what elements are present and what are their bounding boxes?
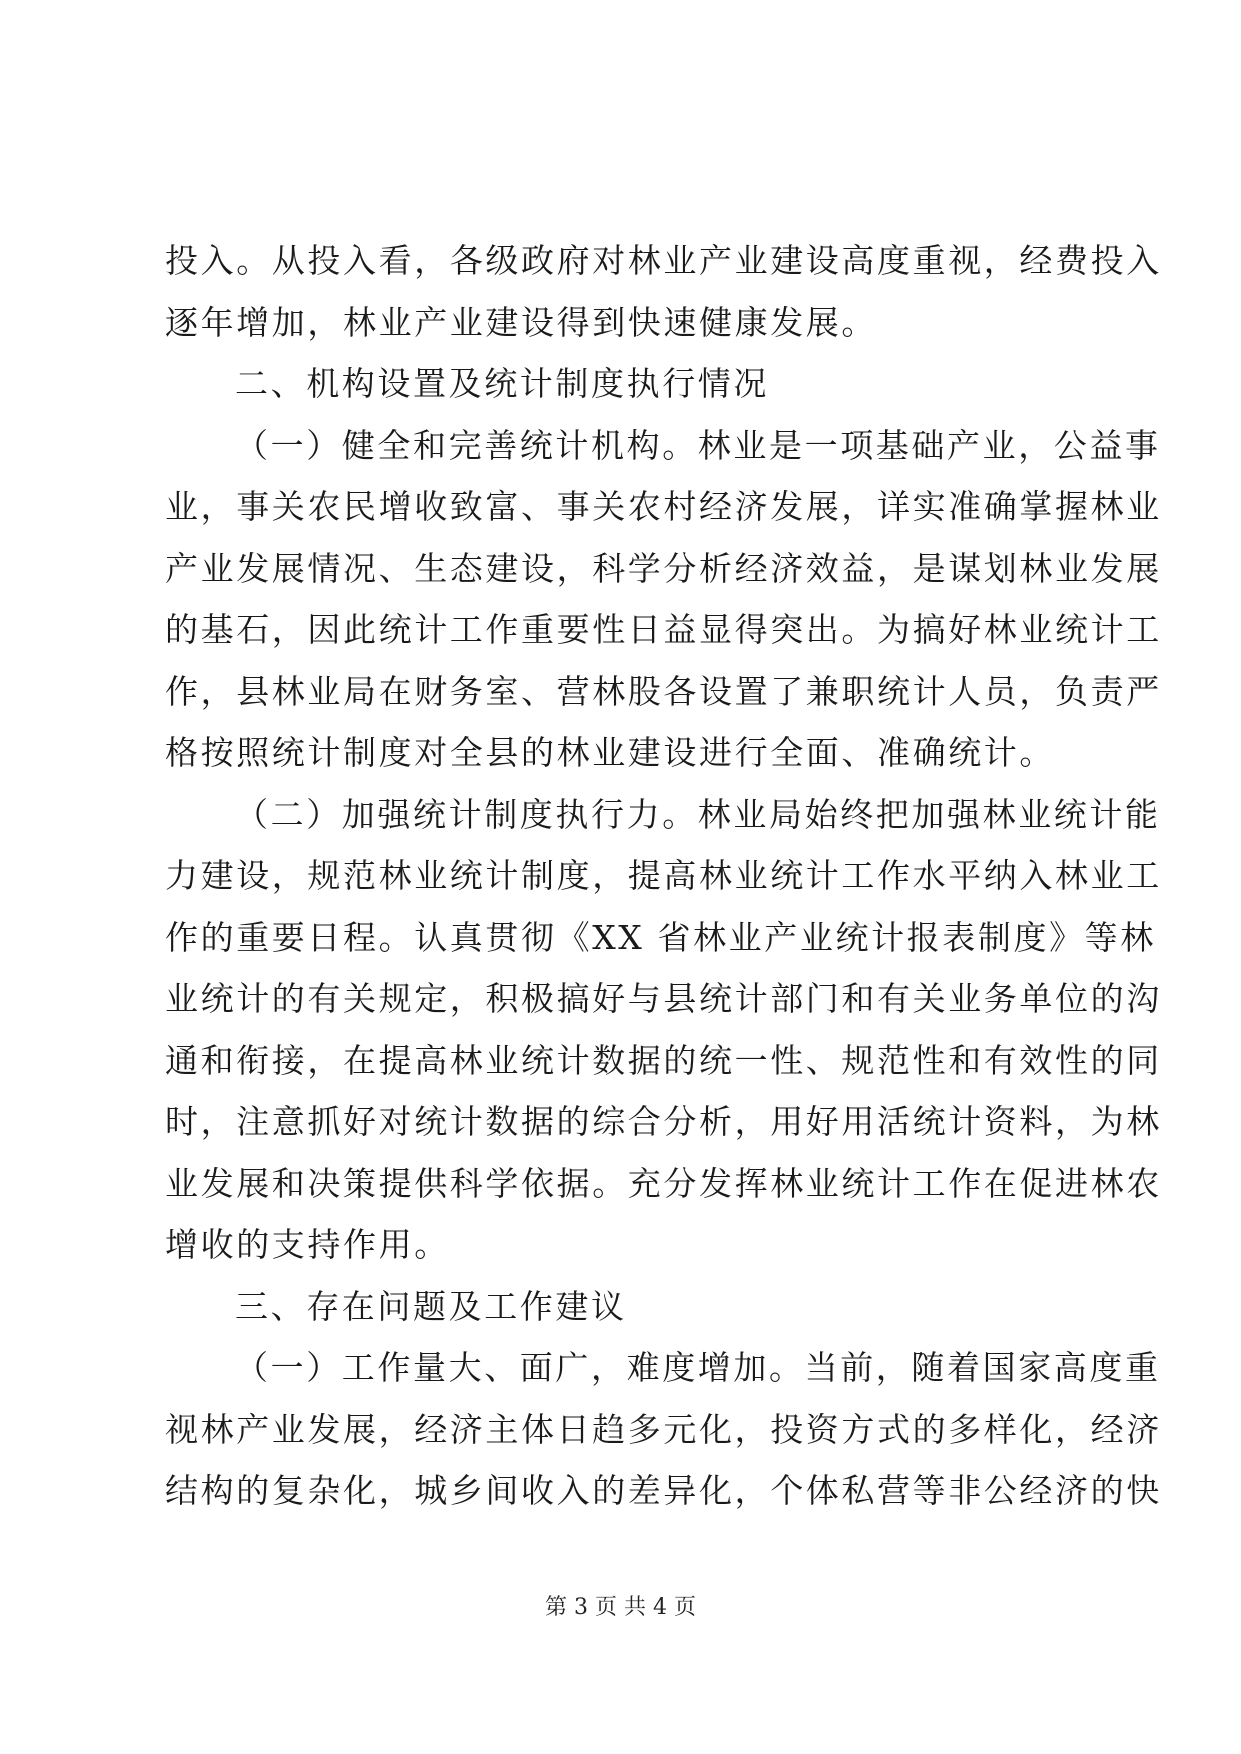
text-line: 力建设，规范林业统计制度，提高林业统计工作水平纳入林业工 bbox=[165, 856, 1162, 895]
text-line: 时，注意抓好对统计数据的综合分析，用好用活统计资料，为林 bbox=[165, 1102, 1162, 1141]
page-number-footer: 第 3 页 共 4 页 bbox=[545, 1595, 696, 1620]
text-line: 的基石，因此统计工作重要性日益显得突出。为搞好林业统计工 bbox=[165, 610, 1162, 649]
text-line: 视林产业发展，经济主体日趋多元化，投资方式的多样化，经济 bbox=[165, 1409, 1162, 1449]
text-line: 格按照统计制度对全县的林业建设进行全面、准确统计。 bbox=[165, 733, 1055, 772]
text-line: 投入。从投入看，各级政府对林业产业建设高度重视，经费投入 bbox=[165, 241, 1162, 280]
text-line: 产业发展情况、生态建设，科学分析经济效益，是谋划林业发展 bbox=[165, 548, 1162, 588]
document-body bbox=[165, 230, 1162, 1522]
text-line: （二）加强统计制度执行力。林业局始终把加强林业统计能 bbox=[235, 794, 1161, 834]
text-line: 作的重要日程。认真贯彻《XX 省林业产业统计报表制度》等林 bbox=[165, 917, 1156, 957]
text-line: 作，县林业局在财务室、营林股各设置了兼职统计人员，负责严 bbox=[165, 671, 1162, 711]
text-line: （一）工作量大、面广，难度增加。当前，随着国家高度重 bbox=[235, 1348, 1161, 1387]
text-line: 业，事关农民增收致富、事关农村经济发展，详实准确掌握林业 bbox=[165, 487, 1162, 526]
text-line: 通和衔接，在提高林业统计数据的统一性、规范性和有效性的同 bbox=[165, 1040, 1162, 1080]
text-line: 增收的支持作用。 bbox=[165, 1225, 450, 1264]
text-line: 业统计的有关规定，积极搞好与县统计部门和有关业务单位的沟 bbox=[165, 979, 1162, 1018]
text-line: 结构的复杂化，城乡间收入的差异化，个体私营等非公经济的快 bbox=[165, 1471, 1162, 1510]
section-heading: 三、存在问题及工作建议 bbox=[235, 1286, 627, 1326]
text-line: 逐年增加，林业产业建设得到快速健康发展。 bbox=[165, 302, 877, 342]
text-line: 业发展和决策提供科学依据。充分发挥林业统计工作在促进林农 bbox=[165, 1163, 1162, 1203]
section-heading: 二、机构设置及统计制度执行情况 bbox=[235, 364, 769, 403]
text-line: （一）健全和完善统计机构。林业是一项基础产业，公益事 bbox=[235, 425, 1161, 465]
